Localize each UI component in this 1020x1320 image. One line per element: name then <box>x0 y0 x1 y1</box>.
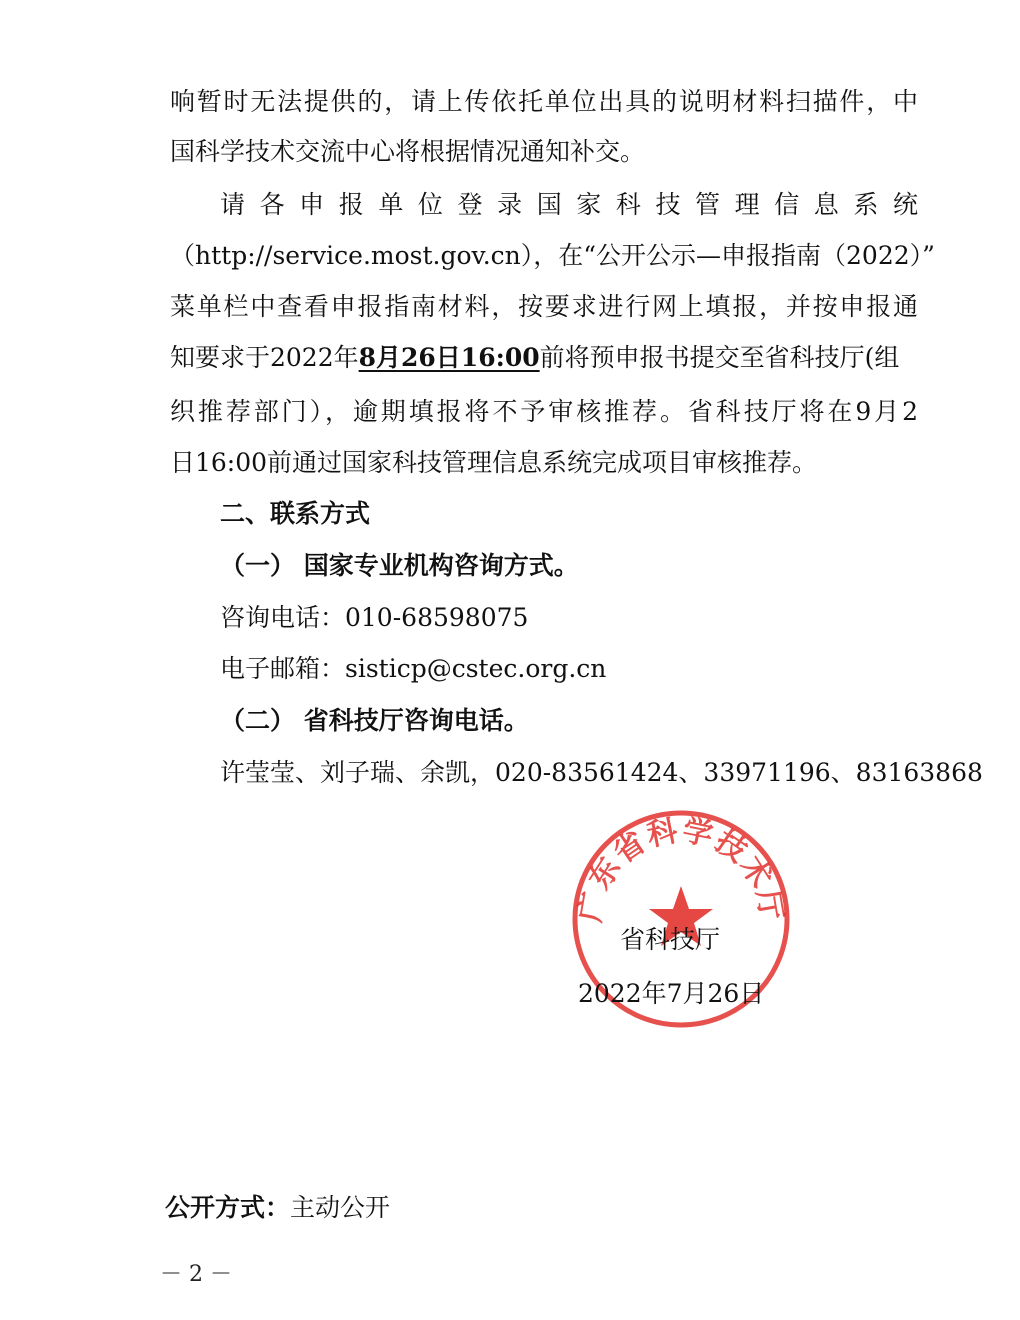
signature-date: 2022年7月26日 <box>578 979 765 1008</box>
signature-org: 省科技厅 <box>620 925 721 954</box>
paragraph2-line1: 请各申报单位登录国家科技管理信息系统 <box>220 190 918 219</box>
paragraph1-line1: 响暂时无法提供的，请上传依托单位出具的说明材料扫描件，中 <box>170 87 918 116</box>
seal-arc-text: 广东省科学技术厅 <box>572 813 790 925</box>
paragraph2-line6: 日16:00前通过国家科技管理信息系统完成项目审核推荐。 <box>170 448 818 477</box>
section-heading-contact: 二、联系方式 <box>220 499 371 528</box>
disclosure-label: 公开方式： <box>165 1193 291 1222</box>
disclosure-value: 主动公开 <box>290 1193 391 1222</box>
consult-phone-line: 咨询电话：010-68598075 <box>220 603 529 632</box>
page-number: － 2 － <box>160 1262 232 1287</box>
subheading-national-agency: （一） 国家专业机构咨询方式。 <box>220 551 579 580</box>
paragraph2-line4-suffix: 前将预申报书提交至省科技厅(组 <box>539 343 900 372</box>
contacts-line: 许莹莹、刘子瑞、余凯，020-83561424、33971196、83163868 <box>220 758 983 787</box>
paragraph2-line3: 菜单栏中查看申报指南材料，按要求进行网上填报，并按申报通 <box>170 292 918 321</box>
paragraph2-line5: 织推荐部门），逾期填报将不予审核推荐。省科技厅将在9月2 <box>170 397 918 426</box>
paragraph2-line2: （http://service.most.gov.cn），在“公开公示—申报指南（2022）” <box>170 241 935 270</box>
disclosure-line <box>165 1190 390 1226</box>
paragraph2-line4-prefix: 知要求于2022年 <box>170 343 359 372</box>
subheading-provincial-phone: （二） 省科技厅咨询电话。 <box>220 706 529 735</box>
email-line: 电子邮箱：sisticp@cstec.org.cn <box>220 654 607 683</box>
paragraph2-line4 <box>170 340 918 376</box>
deadline-text: 8月26日16:00 <box>358 343 540 372</box>
paragraph1-line2: 国科学技术交流中心将根据情况通知补交。 <box>170 137 646 166</box>
